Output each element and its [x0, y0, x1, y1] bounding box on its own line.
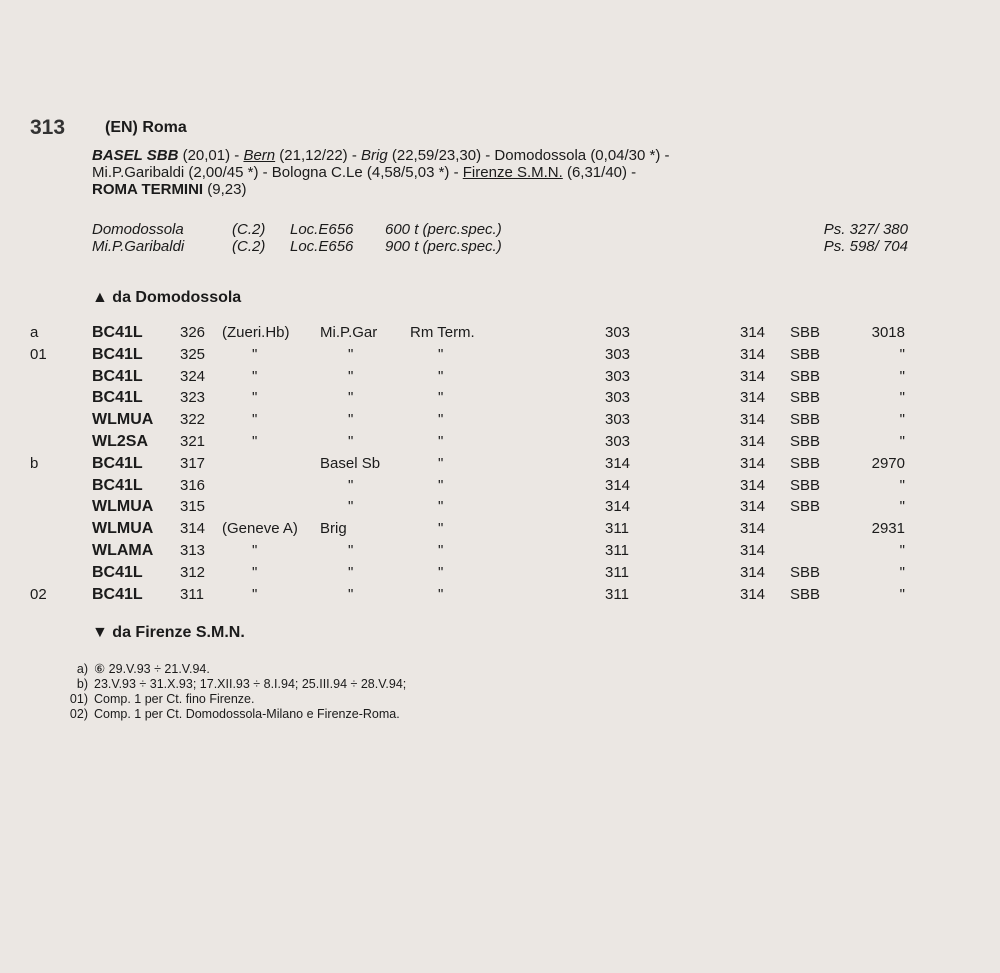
cell-n: 326 [180, 324, 206, 341]
cell-c6: 314 [605, 498, 631, 516]
cell-code: BC41L [92, 367, 143, 385]
arrow-up-icon: ▲ [92, 289, 108, 306]
cell-q5: " [438, 476, 444, 494]
cell-q4: " [348, 411, 354, 429]
cell-code: WLAMA [92, 542, 154, 559]
loco-type: Loc.E656 [290, 221, 354, 238]
cell-n: 314 [180, 520, 206, 538]
loco-class: (C.2) [232, 238, 266, 255]
loco-from: Mi.P.Garibaldi [92, 238, 185, 255]
cell-c8: SBB [790, 345, 821, 363]
footnotes [62, 662, 406, 722]
cell-q3: " [252, 367, 258, 385]
cell-c7: 314 [740, 411, 766, 429]
cell-q4: " [348, 433, 354, 450]
footnote-text: 23.V.93 ÷ 31.X.93; 17.XII.93 ÷ 8.I.94; 25.III.94 ÷ 28.V.94; [94, 677, 407, 691]
footnote-key: a) [76, 662, 88, 676]
cell-m: 01 [30, 345, 47, 363]
loco-from: Domodossola [92, 221, 184, 238]
cell-c7: 314 [740, 498, 766, 516]
footnote [62, 662, 406, 677]
cell-code: BC41L [92, 454, 143, 472]
cell-c6: 311 [605, 520, 629, 538]
cell-c9: 3018 [871, 324, 905, 341]
route-segment: Mi.P.Garibaldi (2,00/45 *) - Bologna C.Le (4,58/5,03 *) - [92, 164, 463, 181]
table-row [0, 586, 1000, 607]
cell-code: WL2SA [92, 433, 148, 450]
section-from-heading [92, 289, 241, 307]
cell-c9: " [899, 476, 905, 494]
cell-n: 321 [180, 433, 206, 450]
footnote [62, 692, 406, 707]
cell-c6: 303 [605, 345, 631, 363]
cell-q4: " [348, 367, 354, 385]
cell-q5: " [438, 389, 444, 407]
cell-c6: 303 [605, 324, 631, 341]
cell-code: WLMUA [92, 520, 154, 538]
cell-c9: " [899, 345, 905, 363]
cell-n: 313 [180, 542, 206, 559]
cell-code: WLMUA [92, 411, 154, 429]
route-segment: (22,59/23,30) - Domodossola (0,04/30 *) - [387, 147, 670, 164]
cell-q5: " [438, 345, 444, 363]
cell-q3: " [252, 433, 258, 450]
cell-c7: 314 [740, 367, 766, 385]
loco-class: (C.2) [232, 221, 266, 238]
cell-n: 316 [180, 476, 206, 494]
cell-q5: " [438, 411, 444, 429]
cell-c8: SBB [790, 498, 821, 516]
cell-c8: SBB [790, 324, 821, 341]
cell-c7: 314 [740, 454, 766, 472]
cell-c7: 314 [740, 563, 766, 581]
cell-c7: 314 [740, 520, 766, 538]
cell-q3: " [252, 542, 258, 559]
cell-n: 324 [180, 367, 206, 385]
cell-c6: 303 [605, 389, 631, 407]
cell-c9: " [899, 389, 905, 407]
cell-c9: " [899, 367, 905, 385]
cell-code: BC41L [92, 389, 143, 407]
cell-q5: " [438, 563, 444, 581]
table-row [0, 433, 1000, 454]
cell-q4: " [348, 389, 354, 407]
cell-q3: " [252, 585, 258, 603]
cell-c8: SBB [790, 367, 821, 385]
cell-code: BC41L [92, 563, 143, 581]
loco-tons: 600 t (perc.spec.) [385, 221, 502, 238]
cell-n: 311 [180, 585, 204, 603]
route-segment: Firenze S.M.N. [462, 164, 563, 181]
cell-c7: 314 [740, 433, 766, 450]
cell-m: b [30, 454, 39, 472]
cell-q5: " [438, 498, 444, 516]
cell-q5: " [438, 585, 444, 603]
table-row [0, 455, 1000, 476]
cell-q3: " [252, 389, 258, 407]
route-segment: (20,01) - [178, 147, 244, 164]
table-row [0, 564, 1000, 585]
cell-c6: 311 [605, 585, 629, 603]
cell-q5: " [438, 542, 444, 559]
cell-c7: 314 [740, 389, 766, 407]
route-segment: BASEL SBB [92, 147, 179, 164]
footnote-text: Comp. 1 per Ct. fino Firenze. [94, 692, 255, 706]
cell-q3: " [252, 563, 258, 581]
cell-q4: " [348, 563, 354, 581]
cell-c4: Brig [320, 520, 347, 538]
cell-c9: " [899, 411, 905, 429]
cell-q3: " [252, 345, 258, 363]
route-segment: ROMA TERMINI [92, 181, 204, 198]
table-row [0, 346, 1000, 367]
table-row [0, 520, 1000, 541]
route-segment: (9,23) [203, 181, 247, 198]
table-row [0, 542, 1000, 563]
route-segment: (6,31/40) - [562, 164, 637, 181]
cell-c6: 303 [605, 367, 631, 385]
route-line-2 [92, 164, 636, 181]
cell-c9: 2970 [871, 454, 905, 472]
cell-c9: " [899, 563, 905, 581]
route-line-3 [92, 181, 246, 198]
cell-n: 322 [180, 411, 206, 429]
train-number: 313 [30, 116, 66, 139]
cell-q4: " [348, 498, 354, 516]
cell-n: 312 [180, 563, 206, 581]
cell-c8: SBB [790, 563, 821, 581]
loco-type: Loc.E656 [290, 238, 354, 255]
table-row [0, 477, 1000, 498]
cell-c8: SBB [790, 454, 821, 472]
loco-tons: 900 t (perc.spec.) [385, 238, 502, 255]
footnote-text: Comp. 1 per Ct. Domodossola-Milano e Firenze-Roma. [94, 707, 400, 721]
cell-q5: " [438, 433, 444, 450]
cell-q5: " [438, 454, 444, 472]
cell-c8: SBB [790, 411, 821, 429]
footnote-text: ⑥ 29.V.93 ÷ 21.V.94. [94, 662, 210, 676]
cell-c8: SBB [790, 585, 821, 603]
footnote-key: 01) [69, 692, 88, 706]
cell-c9: " [899, 433, 905, 450]
section-to-heading [92, 624, 245, 642]
table-row [0, 368, 1000, 389]
cell-c9: 2931 [871, 520, 905, 538]
table-row [0, 389, 1000, 410]
route-segment: Brig [361, 147, 388, 164]
cell-c6: 311 [605, 542, 629, 559]
cell-q5: " [438, 520, 444, 538]
cell-code: WLMUA [92, 498, 154, 516]
route-line-1 [92, 147, 670, 164]
loco-ps: Ps. 598/ 704 [823, 238, 908, 255]
route-segment: (21,12/22) - [275, 147, 362, 164]
cell-c6: 303 [605, 433, 631, 450]
footnote-key: 02) [69, 707, 88, 721]
cell-c7: 314 [740, 542, 766, 559]
cell-c7: 314 [740, 476, 766, 494]
cell-n: 315 [180, 498, 206, 516]
cell-q3: " [252, 411, 258, 429]
table-row [0, 411, 1000, 432]
section-to-label: da Firenze S.M.N. [112, 624, 245, 641]
footnote-key: b) [76, 677, 88, 691]
cell-q4: " [348, 476, 354, 494]
cell-code: BC41L [92, 476, 143, 494]
cell-n: 317 [180, 454, 206, 472]
cell-c4: Mi.P.Gar [320, 324, 378, 341]
cell-n: 323 [180, 389, 206, 407]
cell-c6: 303 [605, 411, 631, 429]
cell-c8: SBB [790, 389, 821, 407]
cell-n: 325 [180, 345, 206, 363]
cell-c4: Basel Sb [320, 454, 381, 472]
cell-code: BC41L [92, 345, 143, 363]
cell-code: BC41L [92, 324, 143, 341]
cell-c6: 311 [605, 563, 629, 581]
train-title: (EN) Roma [105, 119, 187, 136]
cell-m: a [30, 324, 39, 341]
cell-q4: " [348, 345, 354, 363]
cell-c9: " [899, 498, 905, 516]
cell-c9: " [899, 542, 905, 559]
cell-c3: (Geneve A) [222, 520, 298, 538]
cell-c6: 314 [605, 476, 631, 494]
cell-c3: (Zueri.Hb) [222, 324, 290, 341]
footnote [62, 707, 406, 722]
cell-c9: " [899, 585, 905, 603]
route-segment: Bern [243, 147, 276, 164]
cell-c7: 314 [740, 324, 766, 341]
cell-q5: " [438, 367, 444, 385]
table-row [0, 324, 1000, 345]
cell-q4: " [348, 585, 354, 603]
cell-q4: " [348, 542, 354, 559]
arrow-down-icon: ▼ [92, 624, 108, 641]
table-row [0, 498, 1000, 519]
cell-c8: SBB [790, 433, 821, 450]
cell-c7: 314 [740, 345, 766, 363]
cell-c7: 314 [740, 585, 766, 603]
cell-c5: Rm Term. [410, 324, 475, 341]
loco-ps: Ps. 327/ 380 [823, 221, 908, 238]
section-from-label: da Domodossola [112, 289, 242, 306]
cell-m: 02 [30, 585, 47, 603]
cell-code: BC41L [92, 585, 143, 603]
footnote [62, 677, 406, 692]
cell-c8: SBB [790, 476, 821, 494]
cell-c6: 314 [605, 454, 631, 472]
